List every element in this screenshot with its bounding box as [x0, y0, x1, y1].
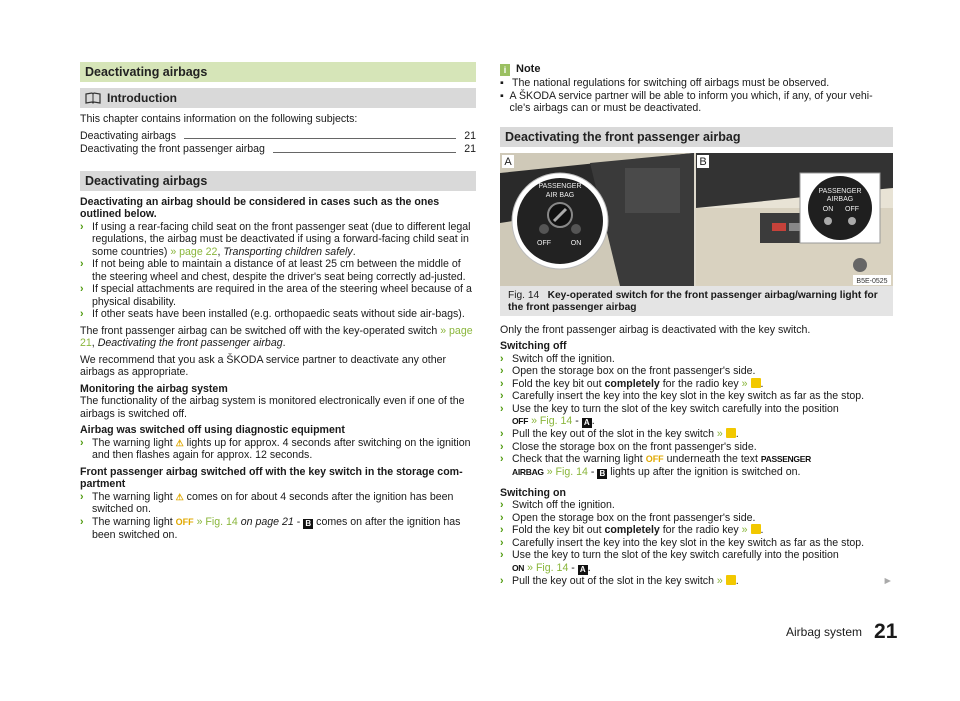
- airbag-symbol: AIRBAG: [512, 466, 544, 477]
- step: › Pull the key out of the slot in the key switch » . ►: [500, 574, 893, 587]
- airbag-warning-icon: ⚠: [175, 437, 184, 448]
- toc-entry[interactable]: Deactivating the front passenger airbag 21: [80, 143, 476, 155]
- step: › Fold the key bit out completely for the radio key » .: [500, 377, 764, 390]
- step: › Carefully insert the key into the key slot in the key switch as far as the stop.: [500, 536, 865, 549]
- figure-caption: Fig. 14 Key-operated switch for the front passenger airbag/warning light for the front passenger airbag: [500, 286, 893, 316]
- label-b: B: [699, 155, 707, 168]
- svg-text:AIR BAG: AIR BAG: [545, 191, 575, 199]
- section-heading-2: Deactivating airbags: [80, 171, 476, 191]
- warning-icon: [751, 524, 761, 534]
- only-text: Only the front passenger airbag is deactivated with the key switch.: [500, 323, 811, 336]
- svg-text:OFF: OFF: [845, 205, 859, 213]
- step: › Carefully insert the key into the key slot in the key switch as far as the stop.: [500, 390, 865, 402]
- svg-text:OFF: OFF: [537, 239, 551, 247]
- key-label-a: A: [578, 565, 588, 575]
- figA-label-1: PASSENGER: [538, 182, 582, 190]
- key-label-b: B: [597, 469, 607, 479]
- info-icon: i: [500, 64, 510, 76]
- figure: [500, 153, 893, 286]
- fig-link[interactable]: » Fig. 14: [196, 515, 238, 528]
- airbag-warning-icon: ⚠: [175, 491, 184, 502]
- list-item: › If special attachments are required in the area of the steering wheel because of a physical disability.: [80, 283, 472, 308]
- step: › Pull the key out of the slot in the key switch » .: [500, 428, 739, 440]
- warning-icon: [726, 428, 736, 438]
- step: › Check that the warning light OFF underneath the text PASSENGER AIRBAG » Fig. 14 - B lights up after the ignition is switched on.: [500, 453, 811, 478]
- page-footer: [786, 620, 898, 643]
- left-column: [80, 62, 476, 541]
- switch-on-title: Switching on: [500, 486, 566, 499]
- list-item: › The warning light OFF » Fig. 14 on page 21 - B comes on after the ignition has been switched on.: [80, 515, 461, 541]
- list-item: › The warning light ⚠ lights up for approx. 4 seconds after switching on the ignition and then flashes again for approx. 12 seconds.: [80, 436, 471, 461]
- step: › Close the storage box on the front passenger's side.: [500, 440, 757, 453]
- monitor-text: The functionality of the airbag system is monitored electronically even if one of the airbags is switched off.: [80, 395, 465, 420]
- fig-link[interactable]: » Fig. 14: [531, 415, 573, 427]
- continue-arrow-icon: ►: [882, 574, 893, 587]
- note-item: ▪ A ŠKODA service partner will be able to inform you which, if any, of your vehi-cle's airbags can or must be deactivated.: [500, 89, 873, 114]
- right-column: [500, 62, 893, 587]
- off-symbol: OFF: [512, 416, 529, 426]
- switch-off-title: Switching off: [500, 340, 567, 352]
- list-item: › If not being able to maintain a distance of at least 25 cm between the middle of the steering wheel and chest, despite the driver's seat being correctly ad-justed.: [80, 258, 466, 283]
- warning-icon: [726, 575, 736, 585]
- label-a: A: [504, 155, 512, 168]
- airbag-off-icon: OFF: [645, 454, 664, 464]
- step: › Switch off the ignition.: [500, 499, 615, 511]
- page-link[interactable]: » page 22: [170, 245, 218, 258]
- fig-link[interactable]: » Fig. 14: [527, 561, 569, 574]
- note-item: ▪ The national regulations for switching off airbags must be observed.: [500, 77, 830, 89]
- monitor-title: Monitoring the airbag system: [80, 382, 228, 395]
- passenger-symbol: PASSENGER: [760, 454, 811, 464]
- on-symbol: ON: [512, 562, 525, 573]
- figure-illustration: [500, 153, 893, 286]
- lead-text: Deactivating an airbag should be considered in cases such as the ones outlined below.: [80, 195, 440, 220]
- svg-text:AIRBAG: AIRBAG: [826, 195, 854, 203]
- figure-code: B5E-0525: [856, 277, 888, 285]
- step: › Use the key to turn the slot of the key switch carefully into the position ON » Fig. 14 - A .: [500, 549, 839, 574]
- book-icon: [85, 92, 101, 104]
- section-heading: Deactivating airbags: [80, 62, 476, 82]
- svg-text:ON: ON: [822, 205, 834, 213]
- svg-text:PASSENGER: PASSENGER: [818, 187, 862, 195]
- intro-title: Introduction: [107, 91, 177, 105]
- list-item: › If using a rear-facing child seat on the front passenger seat (due to different legal regulations, the airbag must be deactivated if using a forward-facing child seat in some countries) » page 22, Transporting children safely.: [80, 220, 471, 258]
- step: › Fold the key bit out completely for the radio key » .: [500, 524, 764, 536]
- page-number: 21: [874, 620, 898, 643]
- fig-link[interactable]: » Fig. 14: [546, 465, 588, 478]
- key-label-b: B: [303, 519, 313, 529]
- step: › Open the storage box on the front passenger's side.: [500, 511, 756, 524]
- airbag-off-icon: OFF: [175, 516, 194, 527]
- recommend-text: We recommend that you ask a ŠKODA service partner to deactivate any other airbags as appropriate.: [80, 353, 447, 378]
- intro-text: This chapter contains information on the following subjects:: [80, 113, 358, 125]
- warning-icon: [751, 378, 761, 388]
- list-item: › If other seats have been installed (e.g. orthopaedic seats without side air-bags).: [80, 308, 465, 320]
- step: › Open the storage box on the front passenger's side.: [500, 365, 756, 377]
- step: › Switch off the ignition.: [500, 352, 615, 365]
- page-link[interactable]: » page 21: [80, 324, 473, 349]
- switch-text: The front passenger airbag can be switched off with the key-operated switch » page 21, Deactivating the front passenger airbag.: [80, 324, 473, 349]
- step: › Use the key to turn the slot of the key switch carefully into the position OFF » Fig. 14 - A .: [500, 402, 839, 427]
- toc-entry[interactable]: Deactivating airbags 21: [80, 129, 476, 142]
- diag-title: Airbag was switched off using diagnostic equipment: [80, 424, 345, 436]
- section-heading-right: Deactivating the front passenger airbag: [500, 127, 893, 147]
- fp-title: Front passenger airbag switched off with the key switch in the storage com-partment: [80, 465, 463, 490]
- key-label-a: A: [582, 418, 592, 428]
- intro-heading: [80, 88, 476, 108]
- note-heading: i Note: [500, 62, 893, 77]
- footer-title: Airbag system: [786, 625, 863, 639]
- svg-text:ON: ON: [570, 239, 582, 247]
- list-item: › The warning light ⚠ comes on for about 4 seconds after the ignition has been switched on.: [80, 490, 454, 515]
